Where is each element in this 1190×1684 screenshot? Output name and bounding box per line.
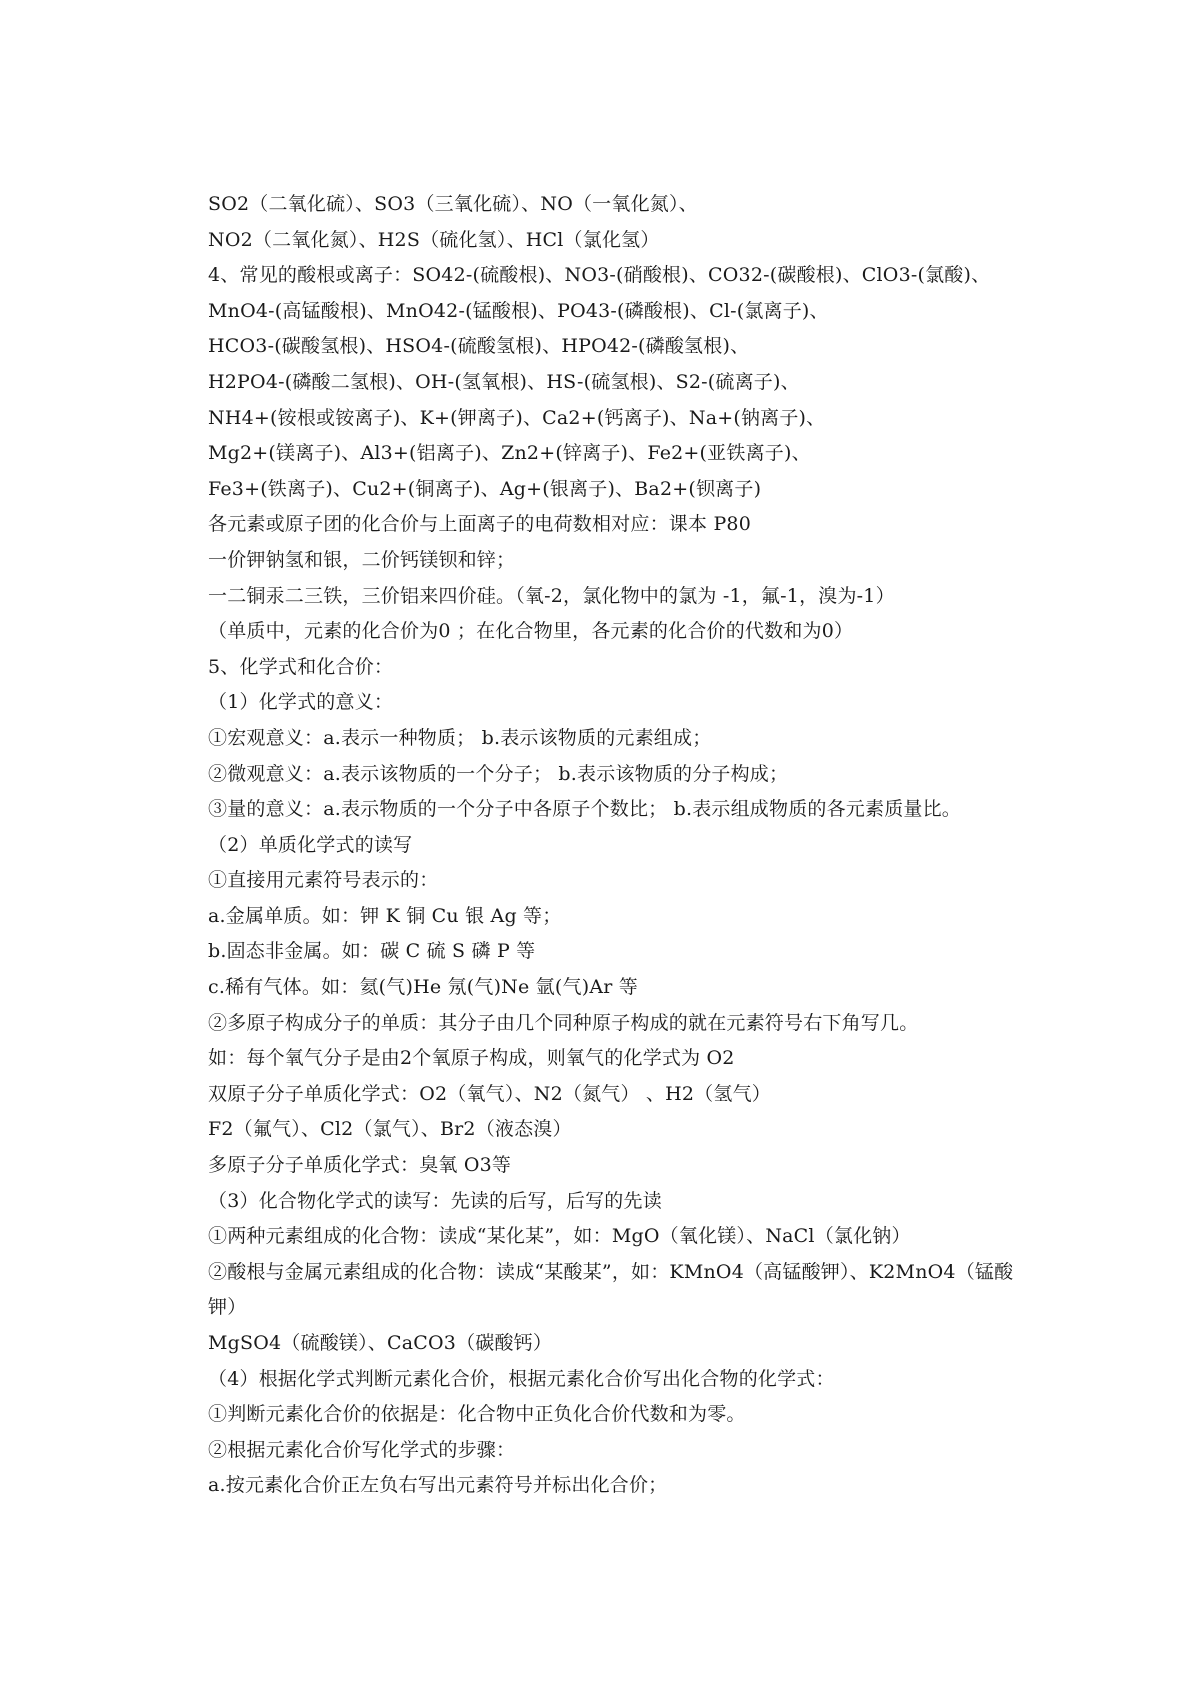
text-line: Fe3+(铁离子)、Cu2+(铜离子)、Ag+(银离子)、Ba2+(钡离子) xyxy=(208,477,762,500)
document-body xyxy=(208,187,1048,1504)
text-line: ②微观意义：a.表示该物质的一个分子； b.表示该物质的分子构成； xyxy=(208,762,789,785)
text-line: NH4+(铵根或铵离子)、K+(钾离子)、Ca2+(钙离子)、Na+(钠离子)、 xyxy=(208,406,826,429)
text-line: a.按元素化合价正左负右写出元素符号并标出化合价； xyxy=(208,1474,668,1497)
text-line: MnO4-(高锰酸根)、MnO42-(锰酸根)、PO43-(磷酸根)、Cl-(氯离子)、 xyxy=(208,299,829,322)
subsection-heading: （1）化学式的意义： xyxy=(208,691,394,714)
text-line: 各元素或原子团的化合价与上面离子的电荷数相对应：课本 P80 xyxy=(208,513,752,536)
text-line: SO2（二氧化硫）、SO3（三氧化硫）、NO（一氧化氮）、 xyxy=(208,193,698,215)
text-line: MgSO4（硫酸镁）、CaCO3（碳酸钙） xyxy=(208,1332,553,1354)
text-line: b.固态非金属。如：碳 C 硫 S 磷 P 等 xyxy=(208,940,536,963)
text-line: ①直接用元素符号表示的： xyxy=(208,869,439,892)
text-line: ③量的意义：a.表示物质的一个分子中各原子个数比； b.表示组成物质的各元素质量比。 xyxy=(208,798,962,821)
text-line: NO2（二氧化氮）、H2S（硫化氢）、HCl（氯化氢） xyxy=(208,228,660,251)
text-line: H2PO4-(磷酸二氢根)、OH-(氢氧根)、HS-(硫氢根)、S2-(硫离子)、 xyxy=(208,370,800,393)
subsection-heading: （2）单质化学式的读写 xyxy=(208,833,413,856)
text-line: F2（氟气）、Cl2（氯气）、Br2（液态溴） xyxy=(208,1118,572,1141)
text-line: HCO3-(碳酸氢根)、HSO4-(硫酸氢根)、HPO42-(磷酸氢根)、 xyxy=(208,335,750,358)
text-line: ②酸根与金属元素组成的化合物：读成“某酸某”，如：KMnO4（高锰酸钾）、K2MnO4（锰酸 xyxy=(208,1260,1014,1283)
text-line: 双原子分子单质化学式：O2（氧气）、N2（氮气） 、H2（氢气） xyxy=(208,1082,771,1105)
text-line: 4、常见的酸根或离子：SO42-(硫酸根)、NO3-(硝酸根)、CO32-(碳酸根)、ClO3-(氯酸)、 xyxy=(208,264,991,287)
subsection-heading: （4）根据化学式判断元素化合价，根据元素化合价写出化合物的化学式： xyxy=(208,1367,835,1390)
text-line: ②多原子构成分子的单质：其分子由几个同种原子构成的就在元素符号右下角写几。 xyxy=(208,1011,919,1034)
subsection-heading: （3）化合物化学式的读写：先读的后写，后写的先读 xyxy=(208,1189,662,1212)
text-line: ①判断元素化合价的依据是：化合物中正负化合价代数和为零。 xyxy=(208,1403,746,1426)
section-heading: 5、化学式和化合价： xyxy=(208,655,394,678)
text-line: ①宏观意义：a.表示一种物质； b.表示该物质的元素组成； xyxy=(208,726,712,749)
text-line: c.稀有气体。如：氦(气)He 氖(气)Ne 氩(气)Ar 等 xyxy=(208,976,638,999)
text-line: a.金属单质。如：钾 K 铜 Cu 银 Ag 等； xyxy=(208,904,562,927)
text-line: （单质中，元素的化合价为0 ；在化合物里，各元素的化合价的代数和为0） xyxy=(208,620,854,643)
text-line: ①两种元素组成的化合物：读成“某化某”，如：MgO（氧化镁）、NaCl（氯化钠） xyxy=(208,1225,911,1248)
text-line: 如：每个氧气分子是由2个氧原子构成，则氧气的化学式为 O2 xyxy=(208,1047,735,1070)
text-line: 一二铜汞二三铁，三价铝来四价硅。（氧-2，氯化物中的氯为 -1，氟-1，溴为-1） xyxy=(208,584,895,607)
text-line: Mg2+(镁离子)、Al3+(铝离子)、Zn2+(锌离子)、Fe2+(亚铁离子)、 xyxy=(208,442,811,465)
text-line: 钾） xyxy=(208,1296,247,1319)
text-line: 多原子分子单质化学式：臭氧 O3等 xyxy=(208,1154,512,1177)
text-line: 一价钾钠氢和银，二价钙镁钡和锌； xyxy=(208,548,516,571)
text-line: ②根据元素化合价写化学式的步骤： xyxy=(208,1438,516,1461)
